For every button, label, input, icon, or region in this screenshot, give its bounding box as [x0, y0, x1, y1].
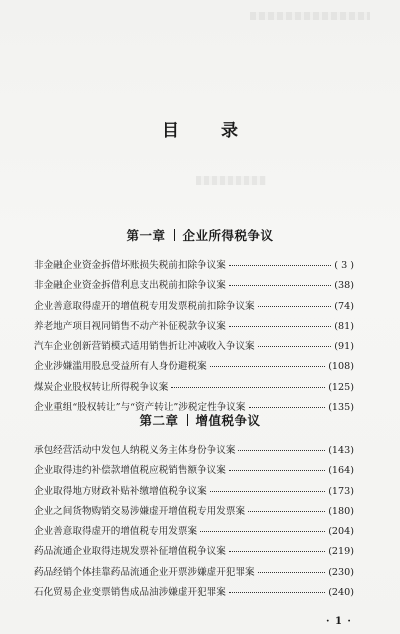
toc-entry-page: (135): [328, 402, 354, 414]
toc-entry[interactable]: [34, 483, 354, 503]
dot-leader: [229, 592, 325, 593]
toc-entry-page: (108): [328, 361, 354, 373]
toc-entry-title: 企业善意取得虚开的增值税专用发票税前扣除争议案: [34, 300, 255, 312]
toc-entry[interactable]: [34, 442, 354, 462]
toc-entry-title: 企业重组“股权转让”与“资产转让”涉税定性争议案: [34, 402, 246, 414]
toc-entry-title: 企业涉嫌滥用股息受益所有人身份避税案: [34, 361, 207, 373]
toc-entry-page: (219): [328, 546, 354, 558]
dot-leader: [200, 531, 325, 532]
chapter-title: 增值税争议: [195, 413, 261, 428]
toc-entry-title: 企业取得地方财政补贴补缴增值税争议案: [34, 485, 207, 497]
toc-entry[interactable]: [34, 503, 354, 523]
toc-entry[interactable]: [34, 543, 354, 563]
dot-leader: [171, 387, 325, 388]
toc-entry-title: 企业之间货物购销交易涉嫌虚开增值税专用发票案: [34, 505, 246, 517]
toc-entry[interactable]: [34, 584, 354, 604]
chapter-number: 第一章: [126, 228, 166, 243]
toc-entry-page: (173): [328, 485, 354, 497]
toc-entry[interactable]: [34, 338, 354, 358]
chapter-number: 第二章: [139, 413, 179, 428]
page-title: 目 录: [162, 121, 256, 141]
toc-entry-page: ( 3 ): [334, 260, 354, 271]
toc-entry-page: (240): [328, 587, 354, 599]
dot-leader: [258, 572, 326, 573]
toc-entry-title: 承包经营活动中发包人纳税义务主体身份争议案: [34, 445, 236, 456]
toc-entry[interactable]: [34, 298, 354, 318]
toc-entry[interactable]: [34, 358, 354, 378]
dot-leader: [229, 326, 331, 327]
dot-leader: [229, 285, 331, 286]
chapter-separator: [187, 414, 188, 426]
toc-entry-page: (143): [328, 445, 354, 456]
toc-entry-title: 非金融企业资金拆借坏账损失税前扣除争议案: [34, 260, 226, 271]
toc-entry-title: 石化贸易企业变票销售成品油涉嫌虚开犯罪案: [34, 587, 226, 599]
show-through-text: [250, 12, 370, 20]
dot-leader: [238, 450, 325, 451]
dot-leader: [248, 511, 325, 512]
show-through-text: [196, 176, 266, 185]
toc-entry-title: 药品经销个体挂靠药品流通企业开票涉嫌虚开犯罪案: [34, 566, 255, 578]
chapter-heading: [0, 411, 400, 429]
toc-entry-title: 养老地产项目视同销售不动产补征税款争议案: [34, 320, 226, 332]
toc-list: [34, 442, 354, 604]
dot-leader: [258, 346, 332, 347]
dot-leader: [229, 265, 331, 266]
dot-leader: [210, 491, 326, 492]
toc-entry-page: (38): [334, 280, 354, 292]
chapter-heading: [0, 226, 400, 244]
toc-entry[interactable]: [34, 257, 354, 277]
chapter-separator: [174, 229, 175, 241]
chapter-title: 企业所得税争议: [182, 228, 274, 243]
dot-leader: [210, 366, 326, 367]
toc-entry[interactable]: [34, 277, 354, 297]
toc-entry[interactable]: [34, 523, 354, 543]
toc-entry-page: (91): [334, 341, 354, 353]
toc-entry-page: (125): [328, 381, 354, 393]
toc-entry-page: (180): [328, 505, 354, 517]
toc-entry[interactable]: [34, 564, 354, 584]
toc-entry-page: (230): [328, 566, 354, 578]
toc-entry-title: 汽车企业创新营销模式适用销售折让冲减收入争议案: [34, 341, 255, 353]
toc-entry-page: (164): [328, 465, 354, 477]
dot-leader: [229, 551, 325, 552]
toc-entry-title: 非金融企业资金拆借利息支出税前扣除争议案: [34, 280, 226, 292]
toc-entry-page: (81): [334, 320, 354, 332]
toc-entry-page: (74): [334, 300, 354, 312]
toc-entry-title: 企业取得违约补偿款增值税应税销售额争议案: [34, 465, 226, 477]
dot-leader: [229, 470, 325, 471]
toc-entry-title: 企业善意取得虚开的增值税专用发票案: [34, 526, 198, 538]
toc-entry[interactable]: [34, 379, 354, 399]
toc-entry[interactable]: [34, 462, 354, 482]
dot-leader: [249, 407, 326, 408]
toc-entry-title: 煤炭企业股权转让所得税争议案: [34, 381, 169, 393]
page-number: · 1 ·: [326, 616, 352, 627]
toc-entry[interactable]: [34, 318, 354, 338]
toc-entry-page: (204): [328, 526, 354, 538]
dot-leader: [258, 306, 332, 307]
toc-list: [34, 257, 354, 419]
toc-entry-title: 药品流通企业取得违规发票补征增值税争议案: [34, 546, 226, 558]
